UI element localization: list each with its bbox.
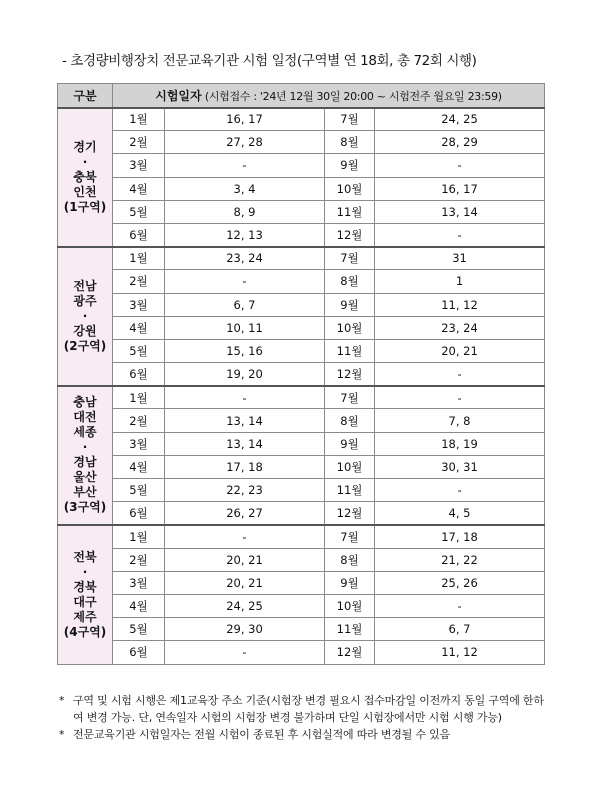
month-cell: 3월 bbox=[113, 293, 165, 316]
month-cell: 11월 bbox=[325, 200, 375, 223]
days-cell: 18, 19 bbox=[375, 432, 545, 455]
month-cell: 1월 bbox=[113, 386, 165, 409]
schedule-body bbox=[58, 108, 545, 665]
region-label-line: · bbox=[82, 154, 88, 169]
region-cell bbox=[58, 525, 113, 664]
days-cell: - bbox=[375, 594, 545, 617]
days-cell: - bbox=[165, 525, 325, 548]
days-cell: - bbox=[375, 363, 545, 386]
days-cell: - bbox=[375, 386, 545, 409]
table-row bbox=[58, 363, 545, 386]
month-cell: 2월 bbox=[113, 270, 165, 293]
exam-schedule-table bbox=[57, 83, 545, 665]
footnote-mark: * bbox=[59, 728, 65, 742]
days-cell: 6, 7 bbox=[375, 618, 545, 641]
days-cell: 16, 17 bbox=[165, 108, 325, 131]
region-label-line: 전남 bbox=[73, 278, 97, 293]
month-cell: 1월 bbox=[113, 108, 165, 131]
days-cell: 17, 18 bbox=[165, 455, 325, 478]
days-cell: 15, 16 bbox=[165, 339, 325, 362]
month-cell: 12월 bbox=[325, 502, 375, 525]
table-row bbox=[58, 293, 545, 316]
days-cell: 13, 14 bbox=[375, 200, 545, 223]
region-label-line: 충북 bbox=[73, 169, 97, 184]
month-cell: 9월 bbox=[325, 293, 375, 316]
days-cell: 31 bbox=[375, 247, 545, 270]
days-cell: 11, 12 bbox=[375, 293, 545, 316]
month-cell: 8월 bbox=[325, 270, 375, 293]
table-row bbox=[58, 223, 545, 246]
days-cell: - bbox=[375, 223, 545, 246]
days-cell: 13, 14 bbox=[165, 432, 325, 455]
days-cell: 25, 26 bbox=[375, 571, 545, 594]
month-cell: 4월 bbox=[113, 316, 165, 339]
region-label-line: 제주 bbox=[73, 609, 97, 624]
region-label-line: 광주 bbox=[73, 293, 97, 308]
month-cell: 5월 bbox=[113, 200, 165, 223]
table-row bbox=[58, 618, 545, 641]
days-cell: 3, 4 bbox=[165, 177, 325, 200]
days-cell: 23, 24 bbox=[165, 247, 325, 270]
days-cell: - bbox=[165, 154, 325, 177]
month-cell: 4월 bbox=[113, 177, 165, 200]
header-main: 시험일자 bbox=[155, 88, 202, 103]
page-title: - 초경량비행장치 전문교육기관 시험 일정(구역별 연 18회, 총 72회 시행) bbox=[62, 53, 477, 69]
month-cell: 9월 bbox=[325, 154, 375, 177]
footnotes bbox=[57, 692, 547, 743]
table-row bbox=[58, 571, 545, 594]
header-sub: (시험접수 : '24년 12월 30일 20:00 ~ 시험전주 월요일 23:59) bbox=[201, 89, 502, 103]
month-cell: 10월 bbox=[325, 455, 375, 478]
month-cell: 6월 bbox=[113, 502, 165, 525]
days-cell: 17, 18 bbox=[375, 525, 545, 548]
region-label-line: · bbox=[82, 564, 88, 579]
month-cell: 9월 bbox=[325, 571, 375, 594]
region-label-line: 경남 bbox=[73, 455, 97, 470]
month-cell: 4월 bbox=[113, 594, 165, 617]
region-label-line: 경북 bbox=[73, 579, 97, 594]
days-cell: - bbox=[375, 154, 545, 177]
days-cell: - bbox=[165, 641, 325, 664]
month-cell: 10월 bbox=[325, 177, 375, 200]
table-row bbox=[58, 525, 545, 548]
region-cell bbox=[58, 247, 113, 386]
month-cell: 3월 bbox=[113, 571, 165, 594]
days-cell: 16, 17 bbox=[375, 177, 545, 200]
month-cell: 11월 bbox=[325, 479, 375, 502]
table-row bbox=[58, 270, 545, 293]
table-row bbox=[58, 316, 545, 339]
month-cell: 11월 bbox=[325, 618, 375, 641]
days-cell: 1 bbox=[375, 270, 545, 293]
table-row bbox=[58, 247, 545, 270]
days-cell: - bbox=[165, 270, 325, 293]
table-row bbox=[58, 108, 545, 131]
month-cell: 2월 bbox=[113, 409, 165, 432]
region-cell bbox=[58, 108, 113, 247]
table-row bbox=[58, 154, 545, 177]
month-cell: 8월 bbox=[325, 548, 375, 571]
month-cell: 4월 bbox=[113, 455, 165, 478]
region-cell bbox=[58, 386, 113, 525]
table-row bbox=[58, 502, 545, 525]
footnote-mark: * bbox=[59, 694, 65, 707]
footnote-2 bbox=[57, 726, 547, 743]
region-label-line: (2구역) bbox=[63, 338, 107, 353]
region-label-line: 강원 bbox=[73, 323, 97, 338]
month-cell: 6월 bbox=[113, 641, 165, 664]
days-cell: 6, 7 bbox=[165, 293, 325, 316]
days-cell: 26, 27 bbox=[165, 502, 325, 525]
month-cell: 5월 bbox=[113, 479, 165, 502]
table-row bbox=[58, 200, 545, 223]
month-cell: 5월 bbox=[113, 339, 165, 362]
table-row bbox=[58, 641, 545, 664]
month-cell: 8월 bbox=[325, 409, 375, 432]
region-label-line: 인천 bbox=[73, 184, 97, 199]
month-cell: 3월 bbox=[113, 154, 165, 177]
header-region: 구분 bbox=[58, 84, 113, 108]
days-cell: 28, 29 bbox=[375, 131, 545, 154]
table-row bbox=[58, 177, 545, 200]
days-cell: - bbox=[375, 479, 545, 502]
month-cell: 6월 bbox=[113, 363, 165, 386]
region-label-line: 세종 bbox=[73, 425, 97, 440]
days-cell: 20, 21 bbox=[165, 548, 325, 571]
days-cell: 24, 25 bbox=[375, 108, 545, 131]
table-row bbox=[58, 432, 545, 455]
month-cell: 6월 bbox=[113, 223, 165, 246]
month-cell: 12월 bbox=[325, 223, 375, 246]
days-cell: 21, 22 bbox=[375, 548, 545, 571]
month-cell: 8월 bbox=[325, 131, 375, 154]
days-cell: 11, 12 bbox=[375, 641, 545, 664]
region-label-line: (3구역) bbox=[63, 500, 107, 515]
month-cell: 7월 bbox=[325, 386, 375, 409]
region-label-line: (4구역) bbox=[63, 624, 107, 639]
days-cell: 27, 28 bbox=[165, 131, 325, 154]
table-row bbox=[58, 479, 545, 502]
footnote-text: 구역 및 시험 시행은 제1교육장 주소 기준(시험장 변경 필요시 접수마감일 이전까지 동일 구역에 한하여 변경 가능. 단, 연속일자 시험의 시험장 변경 불가하며 단일 시험장에서만 시험 시행 가능) bbox=[73, 694, 544, 725]
month-cell: 12월 bbox=[325, 363, 375, 386]
region-label-line: · bbox=[82, 308, 88, 323]
days-cell: 30, 31 bbox=[375, 455, 545, 478]
days-cell: 13, 14 bbox=[165, 409, 325, 432]
month-cell: 1월 bbox=[113, 525, 165, 548]
region-label-line: 대전 bbox=[73, 410, 97, 425]
table-row bbox=[58, 339, 545, 362]
month-cell: 2월 bbox=[113, 131, 165, 154]
days-cell: - bbox=[165, 386, 325, 409]
days-cell: 22, 23 bbox=[165, 479, 325, 502]
month-cell: 10월 bbox=[325, 316, 375, 339]
days-cell: 20, 21 bbox=[165, 571, 325, 594]
table-row bbox=[58, 455, 545, 478]
region-label-line: 전북 bbox=[73, 549, 97, 564]
month-cell: 1월 bbox=[113, 247, 165, 270]
month-cell: 11월 bbox=[325, 339, 375, 362]
table-row bbox=[58, 548, 545, 571]
month-cell: 7월 bbox=[325, 108, 375, 131]
header-exam-date bbox=[113, 84, 545, 108]
days-cell: 29, 30 bbox=[165, 618, 325, 641]
region-label-line: 충남 bbox=[73, 395, 97, 410]
month-cell: 9월 bbox=[325, 432, 375, 455]
month-cell: 10월 bbox=[325, 594, 375, 617]
month-cell: 12월 bbox=[325, 641, 375, 664]
table-row bbox=[58, 409, 545, 432]
region-label-line: 경기 bbox=[73, 139, 97, 154]
region-label-line: · bbox=[82, 440, 88, 455]
table-row bbox=[58, 594, 545, 617]
days-cell: 4, 5 bbox=[375, 502, 545, 525]
days-cell: 8, 9 bbox=[165, 200, 325, 223]
footnote-1 bbox=[57, 692, 547, 726]
days-cell: 23, 24 bbox=[375, 316, 545, 339]
table-row bbox=[58, 386, 545, 409]
region-label-line: 부산 bbox=[73, 485, 97, 500]
days-cell: 7, 8 bbox=[375, 409, 545, 432]
days-cell: 24, 25 bbox=[165, 594, 325, 617]
region-label-line: (1구역) bbox=[63, 199, 107, 214]
month-cell: 7월 bbox=[325, 525, 375, 548]
table-row bbox=[58, 131, 545, 154]
days-cell: 10, 11 bbox=[165, 316, 325, 339]
days-cell: 20, 21 bbox=[375, 339, 545, 362]
days-cell: 19, 20 bbox=[165, 363, 325, 386]
region-label-line: 울산 bbox=[73, 470, 97, 485]
days-cell: 12, 13 bbox=[165, 223, 325, 246]
month-cell: 7월 bbox=[325, 247, 375, 270]
month-cell: 5월 bbox=[113, 618, 165, 641]
month-cell: 3월 bbox=[113, 432, 165, 455]
region-label-line: 대구 bbox=[73, 594, 97, 609]
month-cell: 2월 bbox=[113, 548, 165, 571]
footnote-text: 전문교육기관 시험일자는 전월 시험이 종료된 후 시험실적에 따라 변경될 수 있음 bbox=[73, 728, 451, 742]
